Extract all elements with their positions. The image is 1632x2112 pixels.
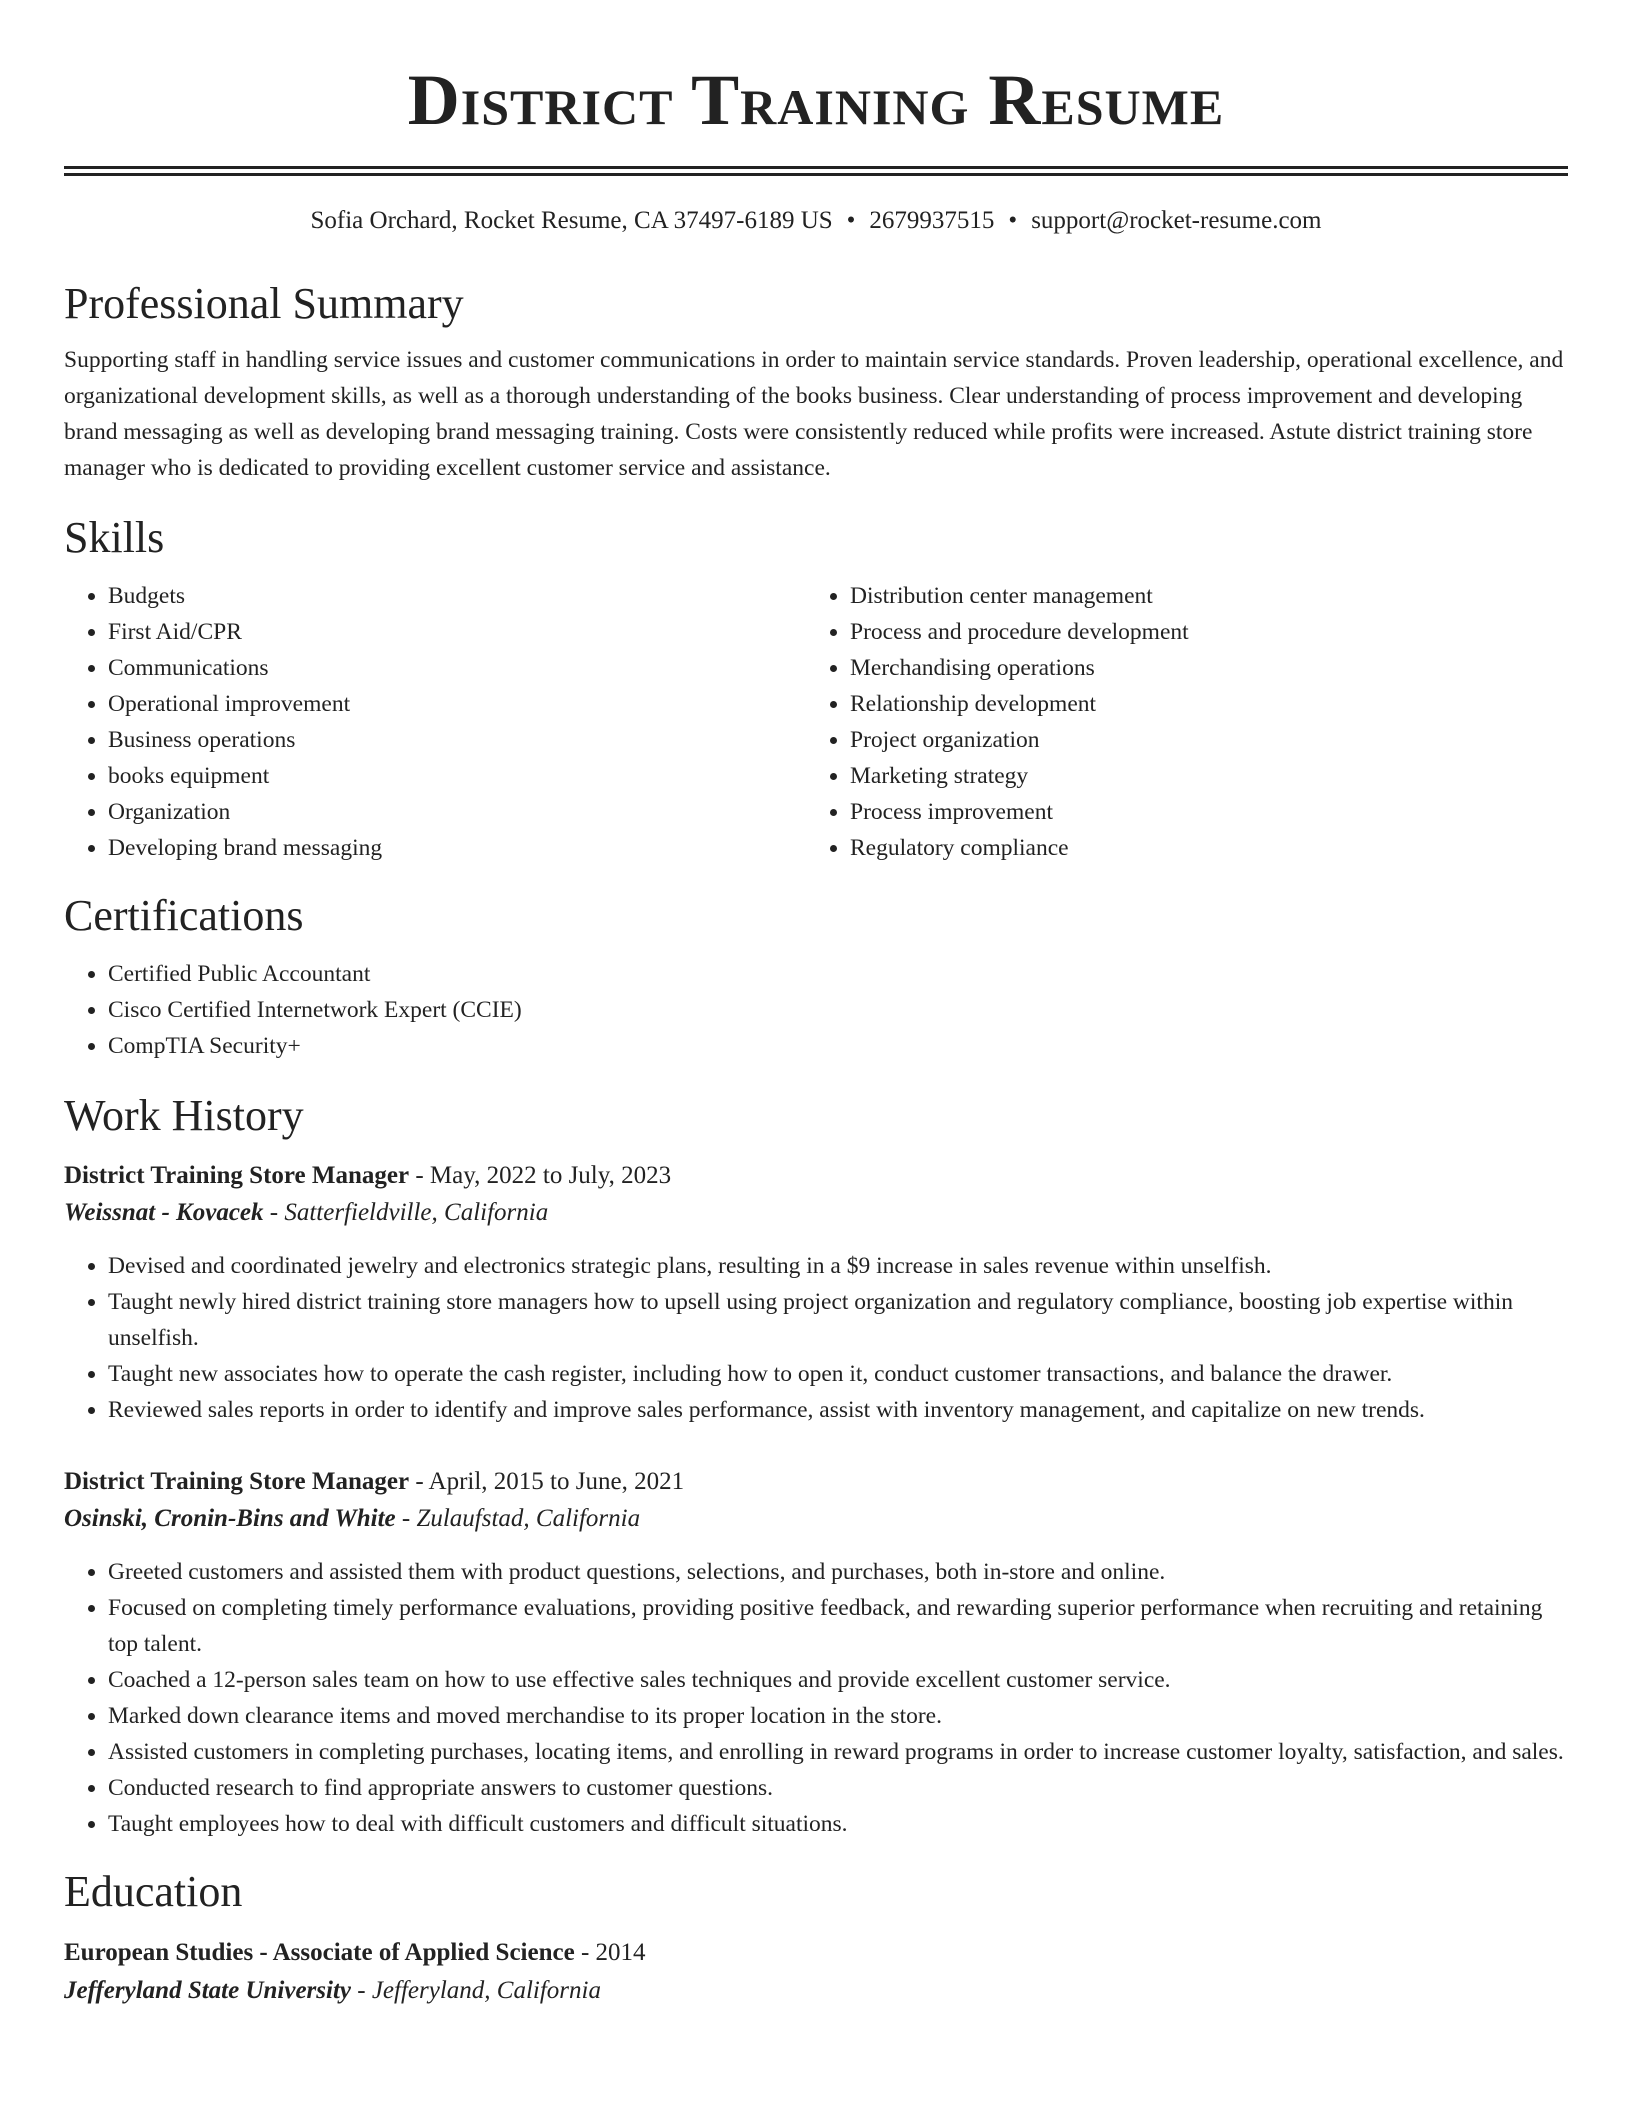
education-degree-line [64, 1934, 1568, 1972]
job-bullet: • Taught newly hired district training store managers how to upsell using project organization and regulatory compliance, boosting job expertise within unselfish. [108, 1284, 1568, 1356]
skill-item: • Regulatory compliance [850, 830, 1548, 866]
certification-item: • Cisco Certified Internetwork Expert (CCIE) [108, 992, 1568, 1028]
contact-line [64, 204, 1568, 238]
education-school-line [64, 1972, 1568, 2010]
skill-item: • First Aid/CPR [108, 614, 806, 650]
skill-item: • Business operations [108, 722, 806, 758]
job-title-line [64, 1158, 1568, 1194]
contact-email: support@rocket-resume.com [1031, 207, 1322, 234]
education-heading: Education [64, 1867, 243, 1916]
certifications-list [64, 956, 1568, 1064]
job-entry [64, 1158, 1568, 1428]
skill-item: • Organization [108, 794, 806, 830]
education-degree: European Studies - Associate of Applied Science [64, 1939, 575, 1966]
job-bullet: • Taught employees how to deal with difficult customers and difficult situations. [108, 1806, 1568, 1842]
job-company-line [64, 1194, 1568, 1232]
contact-separator: • [1008, 207, 1018, 234]
skills-list-right [806, 578, 1548, 866]
skills-list-left [64, 578, 806, 866]
work-history-heading: Work History [64, 1091, 304, 1140]
job-bullet: • Coached a 12-person sales team on how to use effective sales techniques and provide excellent customer service. [108, 1662, 1568, 1698]
job-bullet: • Focused on completing timely performance evaluations, providing positive feedback, and rewarding superior performance when recruiting and retaining top talent. [108, 1590, 1568, 1662]
job-bullet: • Assisted customers in completing purchases, locating items, and enrolling in reward programs in order to increase customer loyalty, satisfaction, and sales. [108, 1734, 1568, 1770]
job-location: - Satterfieldville, California [263, 1199, 549, 1226]
skill-item: • Distribution center management [850, 578, 1548, 614]
title-divider [64, 166, 1568, 176]
job-company-line [64, 1500, 1568, 1538]
contact-phone: 2679937515 [869, 207, 995, 234]
skill-item: • Relationship development [850, 686, 1548, 722]
education-year: - 2014 [574, 1939, 646, 1966]
skill-item: • Project organization [850, 722, 1548, 758]
job-company: Weissnat - Kovacek [64, 1199, 264, 1226]
job-dates: - April, 2015 to June, 2021 [409, 1468, 685, 1495]
skill-item: • Process and procedure development [850, 614, 1548, 650]
summary-text: Supporting staff in handling service issues and customer communications in order to maintain service standards. Proven leadership, operational excellence, and organizational development skills, as well as a thorough understanding of the books business. Clear understanding of process improvement and developing brand messaging as well as developing brand messaging training. Costs were consistently reduced while profits were increased. Astute district training store manager who is dedicated to providing excellent customer service and assistance. [64, 347, 1564, 481]
job-bullet: • Greeted customers and assisted them with product questions, selections, and purchases, both in-store and online. [108, 1554, 1568, 1590]
skill-item: • books equipment [108, 758, 806, 794]
job-bullet: • Marked down clearance items and moved merchandise to its proper location in the store. [108, 1698, 1568, 1734]
contact-separator: • [846, 207, 856, 234]
job-bullets [64, 1248, 1568, 1428]
skill-item: • Marketing strategy [850, 758, 1548, 794]
skills-column-right [806, 578, 1548, 866]
skill-item: • Developing brand messaging [108, 830, 806, 866]
job-title-line [64, 1464, 1568, 1500]
skill-item: • Budgets [108, 578, 806, 614]
skills-heading: Skills [64, 513, 165, 562]
job-bullet: • Conducted research to find appropriate answers to customer questions. [108, 1770, 1568, 1806]
job-bullets [64, 1554, 1568, 1842]
certification-item: • Certified Public Accountant [108, 956, 1568, 992]
skill-item: • Process improvement [850, 794, 1548, 830]
skill-item: • Communications [108, 650, 806, 686]
skills-grid [64, 578, 1568, 866]
job-entry [64, 1464, 1568, 1842]
job-dates: - May, 2022 to July, 2023 [409, 1162, 672, 1189]
job-location: - Zulaufstad, California [395, 1505, 641, 1532]
education-school: Jefferyland State University [64, 1977, 351, 2004]
resume-title: District Training Resume [407, 60, 1225, 140]
certifications-heading: Certifications [64, 891, 304, 940]
job-company: Osinski, Cronin-Bins and White [64, 1505, 396, 1532]
job-role: District Training Store Manager [64, 1468, 410, 1495]
certification-item: • CompTIA Security+ [108, 1028, 1568, 1064]
skills-column-left [64, 578, 806, 866]
job-bullet: • Taught new associates how to operate the cash register, including how to open it, conduct customer transactions, and balance the drawer. [108, 1356, 1568, 1392]
education-location: - Jefferyland, California [351, 1977, 601, 2004]
job-bullet: • Reviewed sales reports in order to identify and improve sales performance, assist with inventory management, and capitalize on new trends. [108, 1392, 1568, 1428]
job-role: District Training Store Manager [64, 1162, 410, 1189]
summary-heading: Professional Summary [64, 279, 464, 328]
skill-item: • Merchandising operations [850, 650, 1548, 686]
education-entry [64, 1934, 1568, 2010]
skill-item: • Operational improvement [108, 686, 806, 722]
job-bullet: • Devised and coordinated jewelry and electronics strategic plans, resulting in a $9 increase in sales revenue within unselfish. [108, 1248, 1568, 1284]
contact-address: Sofia Orchard, Rocket Resume, CA 37497-6189 US [310, 207, 833, 234]
